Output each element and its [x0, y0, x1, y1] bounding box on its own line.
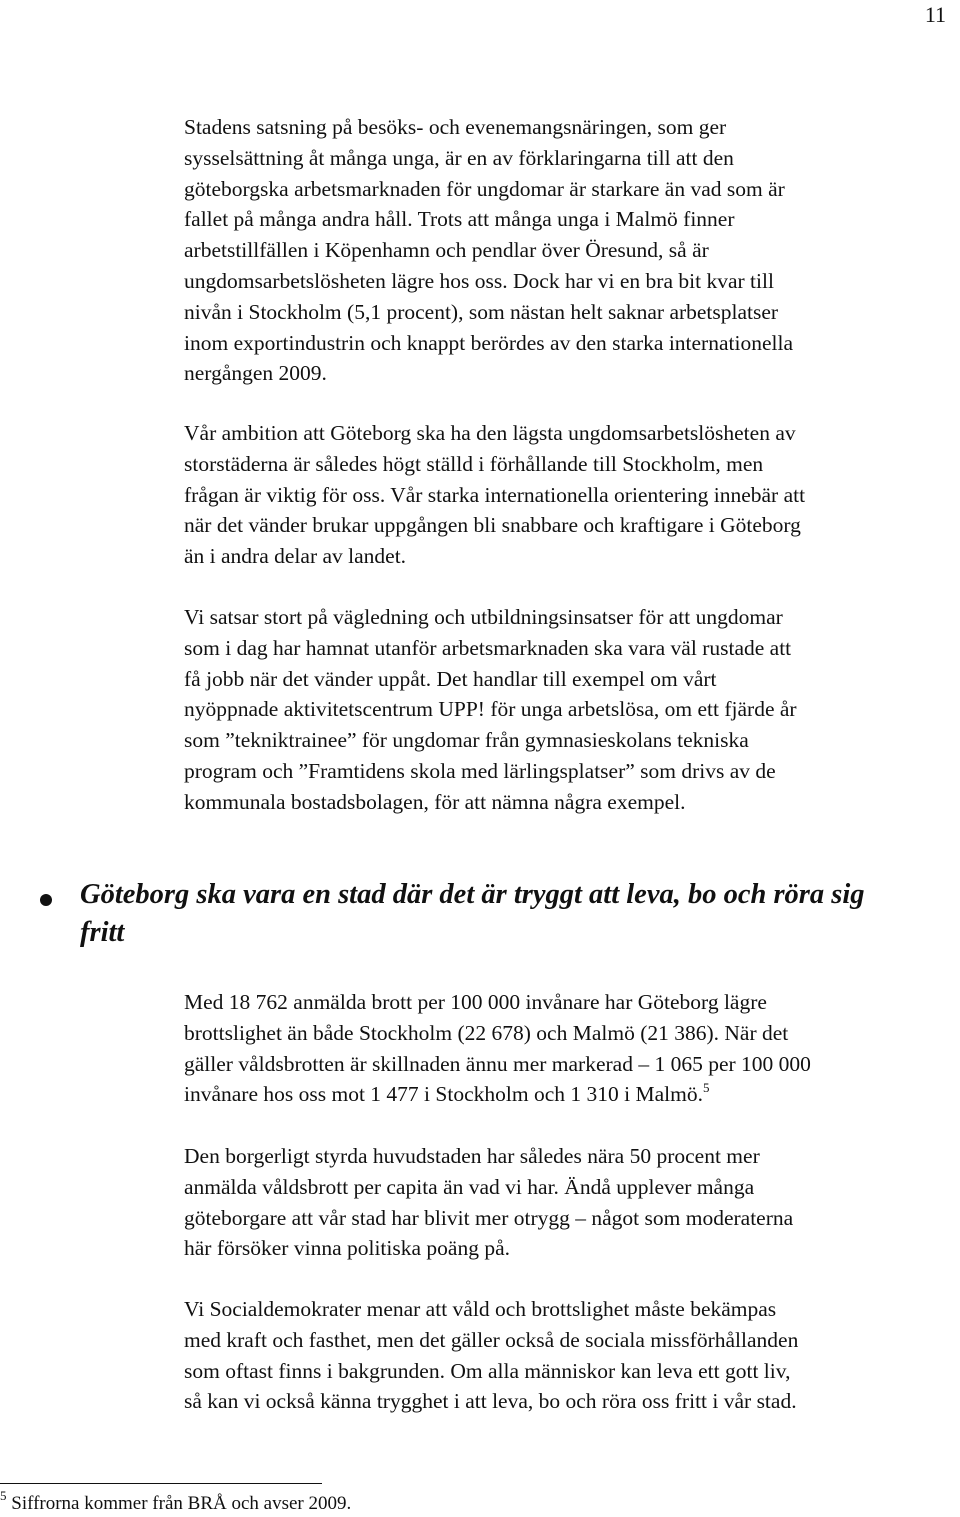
footnote-number: 5: [0, 1488, 7, 1503]
section-paragraph-1-text: Med 18 762 anmälda brott per 100 000 invånare har Göteborg lägre brottslighet än både Stockholm (22 678) och Malmö (21 386). När det gäller våldsbrotten är skillnaden ännu mer markerad – 1 065 per 100 000 invånare hos oss mot 1 477 i Stockholm och 1 310 i Malmö.: [184, 990, 811, 1107]
footnote-reference[interactable]: 5: [702, 1080, 710, 1096]
footnote-text: Siffrorna kommer från BRÅ och avser 2009.: [6, 1493, 352, 1514]
footnote: [0, 1488, 352, 1516]
page-number: 11: [924, 2, 946, 27]
bullet-icon: [40, 894, 52, 906]
section-paragraph-3: Vi Socialdemokrater menar att våld och brottslighet måste bekämpas med kraft och fasthet, men det gäller också de sociala missförhållanden som oftast finns i bakgrunden. Om alla människor kan leva ett gott liv, så kan vi också känna trygghet i att leva, bo och röra oss fritt i vår stad.: [184, 1297, 799, 1414]
body-paragraph: Stadens satsning på besöks- och evenemangsnäringen, som ger sysselsättning åt många unga, är en av förklaringarna till att den göteborgska arbetsmarknaden för ungdomar är starkare än vad som är fallet på många andra håll. Trots att många unga i Malmö finner arbetstillfällen i Köpenhamn och pendlar över Öresund, så är ungdomsarbetslösheten lägre hos oss. Dock har vi en bra bit kvar till nivån i Stockholm (5,1 procent), som nästan helt saknar arbetsplatser inom exportindustrin och knappt berördes av den starka internationella nergången 2009.: [184, 115, 793, 386]
section-heading: Göteborg ska vara en stad där det är tryggt att leva, bo och röra sig fritt: [80, 879, 865, 948]
section-paragraph-2: Den borgerligt styrda huvudstaden har således nära 50 procent mer anmälda våldsbrott per capita än vad vi har. Ändå upplever många göteborgare att vår stad har blivit mer otrygg – något som moderaterna här försöker vinna politiska poäng på.: [184, 1144, 794, 1261]
body-paragraph: Vi satsar stort på vägledning och utbildningsinsatser för att ungdomar som i dag har hamnat utanför arbetsmarknaden ska vara väl rustade att få jobb när det vänder uppåt. Det handlar till exempel om vårt nyöppnade aktivitetscentrum UPP! för unga arbetslösa, om ett fjärde år som ”tekniktrainee” för ungdomar från gymnasieskolans tekniska program och ”Framtidens skola med lärlingsplatser” som drivs av de kommunala bostadsbolagen, för att nämna några exempel.: [184, 605, 797, 814]
footnote-separator: [0, 1483, 322, 1484]
body-paragraph: Vår ambition att Göteborg ska ha den lägsta ungdomsarbetslösheten av storstäderna är således högt ställd i förhållande till Stockholm, men frågan är viktig för oss. Vår starka internationella orientering innebär att när det vänder brukar uppgången bli snabbare och kraftigare i Göteborg än i andra delar av landet.: [184, 421, 806, 569]
section-paragraph-1: [184, 987, 960, 1110]
